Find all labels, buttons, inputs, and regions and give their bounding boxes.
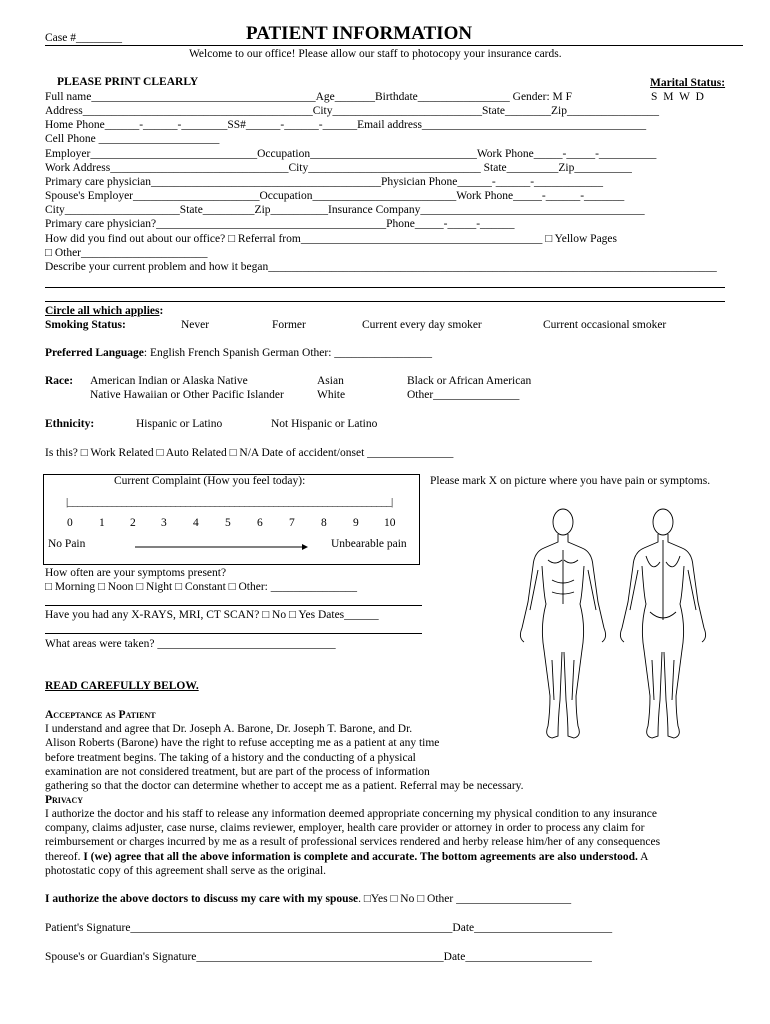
body-diagram[interactable]: [500, 500, 730, 750]
ethnicity-hispanic[interactable]: Hispanic or Latino: [136, 418, 223, 430]
privacy-line-5: photostatic copy of this agreement shall serve as the original.: [45, 865, 327, 877]
primary-physician-line[interactable]: Primary care physician________________________________________Physician Phone______-______-____________: [45, 176, 604, 188]
circle-heading: [45, 304, 163, 318]
race-label: Race:: [45, 375, 74, 387]
pain-number-10[interactable]: 10: [384, 517, 396, 529]
privacy-line-1: I authorize the doctor and his staff to release any information deemed appropriate concerning my physical condition to any insurance: [45, 808, 657, 820]
pain-number-4[interactable]: 4: [193, 517, 199, 529]
acceptance-line-1: I understand and agree that Dr. Joseph A. Barone, Dr. Joseph T. Barone, and Dr.: [45, 723, 413, 735]
privacy-line-4-pre: thereof.: [45, 851, 84, 863]
front-body-figure: [520, 509, 605, 738]
spouse-physician-line[interactable]: Primary care physician?________________________________________Phone_____-_____-______: [45, 218, 515, 230]
back-body-figure: [620, 509, 705, 738]
acceptance-line-4: examination are not considered treatment, but are part of the process of information: [45, 766, 430, 778]
no-pain-label: No Pain: [48, 538, 86, 550]
race-american-indian[interactable]: American Indian or Alaska Native: [90, 375, 248, 387]
full-name-line[interactable]: Full name_______________________________________Age_______Birthdate________________ Gender: M F: [45, 91, 573, 103]
symptoms-blank-line[interactable]: [45, 605, 422, 606]
language-label: Preferred Language: [45, 347, 144, 359]
referral-line[interactable]: How did you find out about our office? □ Referral from__________________________________________ □ Yellow Pages: [45, 233, 618, 245]
xray-blank-line[interactable]: [45, 633, 422, 634]
language-row[interactable]: [45, 346, 432, 360]
circle-heading-colon: :: [159, 305, 164, 317]
pain-scale-line: |__________________________________________________________________|: [66, 496, 393, 508]
smoking-every-day[interactable]: Current every day smoker: [362, 319, 482, 331]
pain-scale-arrow: [134, 543, 309, 551]
race-white[interactable]: White: [317, 389, 346, 401]
privacy-line-4: [45, 850, 648, 864]
symptoms-frequency-options[interactable]: □ Morning □ Noon □ Night □ Constant □ Other: _______________: [45, 581, 357, 593]
cell-phone-line[interactable]: Cell Phone _____________________: [45, 133, 220, 145]
case-number-field[interactable]: Case #________: [45, 32, 122, 44]
language-options[interactable]: : English French Spanish German Other: _________________: [143, 347, 433, 359]
areas-taken-field[interactable]: What areas were taken? _______________________________: [45, 638, 336, 650]
privacy-heading: Privacy: [45, 794, 83, 806]
smoking-occasional[interactable]: Current occasional smoker: [543, 319, 667, 331]
acceptance-line-3: before treatment begins. The taking of a history and the conducting of a physical: [45, 752, 416, 764]
ethnicity-not-hispanic[interactable]: Not Hispanic or Latino: [271, 418, 378, 430]
pain-number-3[interactable]: 3: [161, 517, 167, 529]
ethnicity-label: Ethnicity:: [45, 418, 95, 430]
smoking-never[interactable]: Never: [181, 319, 210, 331]
describe-line-2[interactable]: [45, 287, 725, 288]
unbearable-pain-label: Unbearable pain: [331, 538, 407, 550]
race-black[interactable]: Black or African American: [407, 375, 532, 387]
symptoms-frequency-question: How often are your symptoms present?: [45, 567, 227, 579]
pain-number-6[interactable]: 6: [257, 517, 263, 529]
race-asian[interactable]: Asian: [317, 375, 344, 387]
race-pacific-islander[interactable]: Native Hawaiian or Other Pacific Islander: [90, 389, 284, 401]
print-clearly-heading: PLEASE PRINT CLEARLY: [57, 76, 199, 88]
spouse-authorization-text: I authorize the above doctors to discuss my care with my spouse: [45, 893, 359, 905]
marital-status-options[interactable]: S M W D: [651, 91, 704, 103]
pain-number-0[interactable]: 0: [67, 517, 73, 529]
describe-problem-line[interactable]: Describe your current problem and how it began______________________________________________________________________________: [45, 261, 717, 273]
smoking-label: Smoking Status:: [45, 319, 126, 331]
pain-number-9[interactable]: 9: [353, 517, 359, 529]
page-title: PATIENT INFORMATION: [246, 23, 473, 44]
describe-line-3[interactable]: [45, 301, 725, 302]
patient-signature-field[interactable]: Patient's Signature________________________________________________________Date________________________: [45, 922, 613, 934]
read-carefully-heading: READ CAREFULLY BELOW.: [45, 680, 199, 692]
mark-x-instructions: Please mark X on picture where you have pain or symptoms.: [430, 475, 711, 487]
privacy-line-3: reimbursement or charges incurred by me as a result of professional services rendered and herby release him/her of any consequences: [45, 836, 661, 848]
acceptance-line-5: gathering so that the doctor can determine whether to accept me as a patient. Referral may be necessary.: [45, 780, 524, 792]
pain-number-2[interactable]: 2: [130, 517, 136, 529]
privacy-line-2: company, claims adjuster, case nurse, claims reviewer, employer, health care provider or attorney in order to process any claim for: [45, 822, 645, 834]
guardian-signature-field[interactable]: Spouse's or Guardian's Signature___________________________________________Date______________________: [45, 951, 592, 963]
employer-line[interactable]: Employer_____________________________Occupation_____________________________Work Phone_____-_____-__________: [45, 148, 657, 160]
is-this-row[interactable]: Is this? □ Work Related □ Auto Related □ N/A Date of accident/onset _______________: [45, 447, 454, 459]
acceptance-line-2: Alison Roberts (Barone) have the right to refuse accepting me as a patient at any time: [45, 737, 440, 749]
pain-number-1[interactable]: 1: [99, 517, 105, 529]
agreement-statement: I (we) agree that all the above information is complete and accurate. The bottom agreements are also understood.: [83, 851, 638, 863]
home-phone-line[interactable]: Home Phone______-______-________SS#______-______-______Email address_______________________________________: [45, 119, 647, 131]
address-line[interactable]: Address________________________________________City__________________________State________Zip________________: [45, 105, 659, 117]
pain-number-7[interactable]: 7: [289, 517, 295, 529]
race-other[interactable]: Other_______________: [407, 389, 520, 401]
pain-box-title: Current Complaint (How you feel today):: [114, 475, 306, 487]
pain-number-8[interactable]: 8: [321, 517, 327, 529]
other-referral-line[interactable]: □ Other______________________: [45, 247, 208, 259]
header-rule: [45, 45, 743, 46]
acceptance-heading: Acceptance as Patient: [45, 709, 156, 721]
circle-heading-text: Circle all which applies: [45, 305, 160, 317]
smoking-former[interactable]: Former: [272, 319, 306, 331]
pain-number-5[interactable]: 5: [225, 517, 231, 529]
spouse-employer-line[interactable]: Spouse's Employer______________________Occupation_________________________Work Phone_____-______-_______: [45, 190, 625, 202]
marital-status-label: Marital Status:: [650, 77, 726, 89]
work-address-line[interactable]: Work Address_______________________________City______________________________ State_________Zip__________: [45, 162, 632, 174]
xray-question[interactable]: Have you had any X-RAYS, MRI, CT SCAN? □ No □ Yes Dates______: [45, 609, 379, 621]
spouse-authorization-row[interactable]: [45, 892, 571, 906]
insurance-line[interactable]: City____________________State_________Zip__________Insurance Company_______________________________________: [45, 204, 645, 216]
spouse-authorization-options[interactable]: . □Yes □ No □ Other ____________________: [358, 893, 572, 905]
welcome-text: Welcome to our office! Please allow our staff to photocopy your insurance cards.: [189, 48, 562, 60]
privacy-line-4-post: A: [637, 851, 649, 863]
